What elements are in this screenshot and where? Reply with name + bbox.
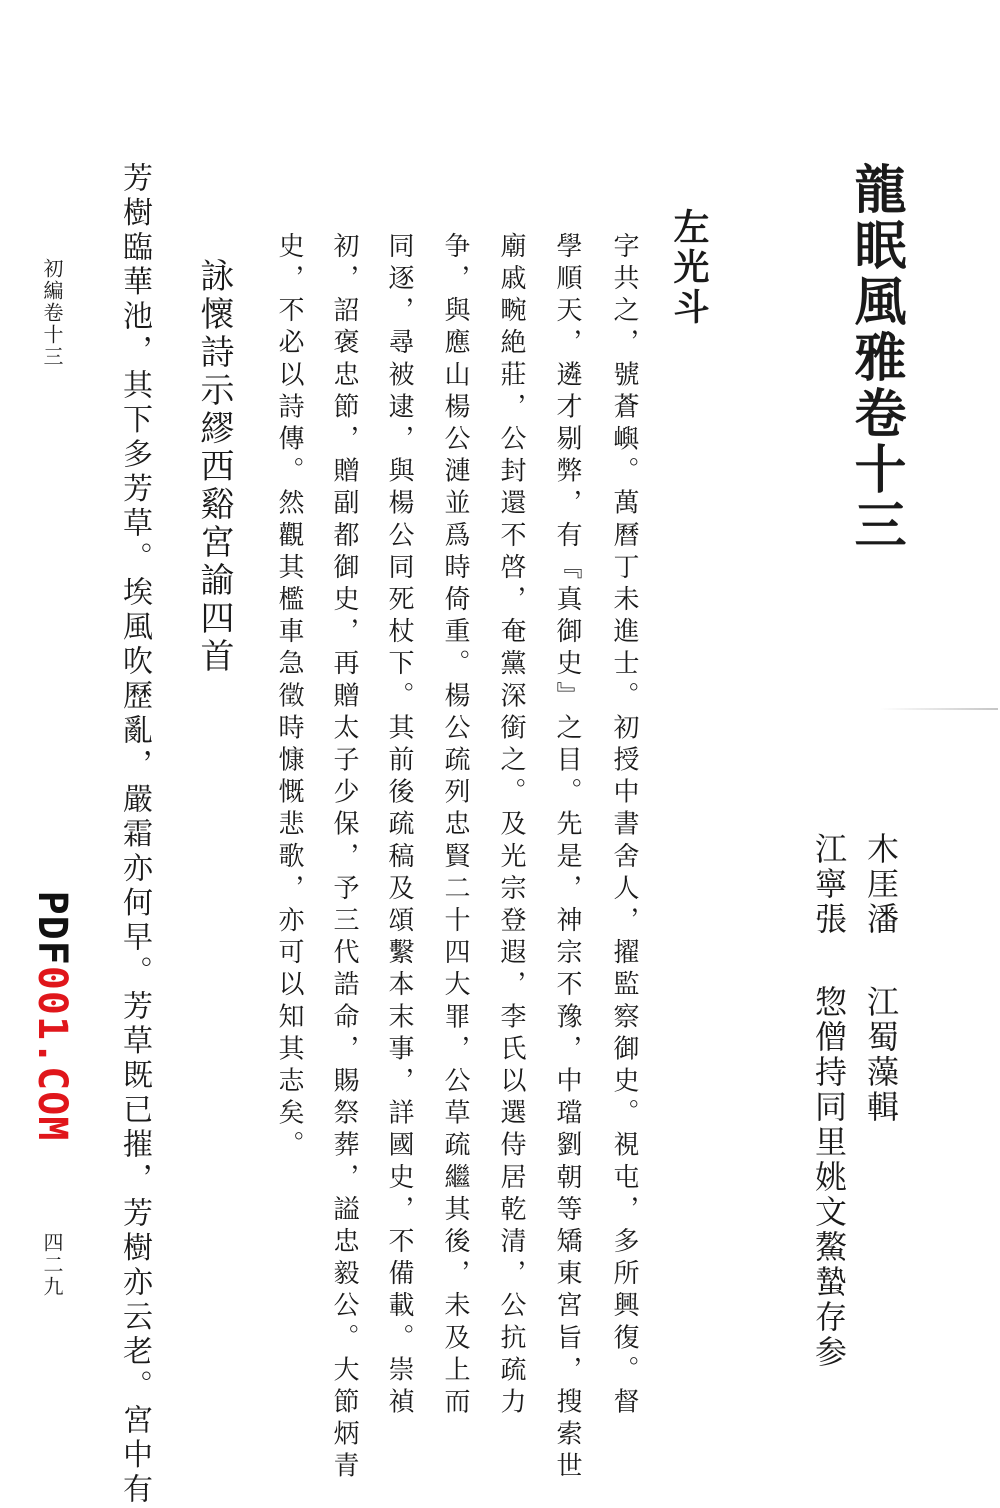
bio-column: 同逐，尋被逮，與楊公同死杖下。其前後疏稿及頌繫本末事，詳國史，不備載。崇禎 xyxy=(384,232,414,1420)
poem-line: 芳樹臨華池，其下多芳草。埃風吹歷亂，嚴霜亦何早。芳草既已摧，芳樹亦云老。宮中有 xyxy=(117,162,152,1508)
volume-label: 初編卷十三 xyxy=(40,258,64,368)
compiler-line-1-top: 木厓潘 xyxy=(862,832,900,937)
poet-name-heading: 左光斗 xyxy=(668,208,710,328)
watermark-part-2: 001.COM xyxy=(29,965,75,1142)
watermark-logo xyxy=(29,891,75,1142)
scan-artifact-line xyxy=(880,708,998,710)
poem-title: 詠懷詩示繆西谿宮諭四首 xyxy=(194,258,234,676)
bio-column: 學順天，遴才剔弊，有『真御史』之目。先是，神宗不豫，中璫劉朝等矯東宮旨，搜索世 xyxy=(552,232,582,1484)
bio-column: 争，與應山楊公漣並爲時倚重。楊公疏列忠賢二十四大罪，公草疏繼其後，未及上而 xyxy=(440,232,470,1420)
bio-column: 廟戚畹絶莊，公封還不啓，奄黨深銜之。及光宗登遐，李氏以選侍居乾清，公抗疏力 xyxy=(496,232,526,1420)
bio-column: 初，詔褒忠節，贈副都御史，再贈太子少保，予三代誥命，賜祭葬，謚忠毅公。大節炳青 xyxy=(329,232,359,1484)
watermark-part-1: PDF xyxy=(29,890,75,966)
compiler-line-1-bottom: 江蜀藻輯 xyxy=(862,985,900,1125)
compiler-line-2-top: 江寧張 xyxy=(810,832,848,937)
bio-column: 史，不必以詩傳。然觀其檻車急徵時慷慨悲歌，亦可以知其志矣。 xyxy=(274,232,304,1163)
page-number: 四二九 xyxy=(40,1232,64,1298)
compiler-line-2-bottom: 惣僧持同里姚文鰲蟄存参 xyxy=(810,985,848,1370)
book-title: 龍眠風雅卷十三 xyxy=(845,162,906,554)
bio-column: 字共之，號蒼嶼。萬曆丁未進士。初授中書舍人，擢監察御史。視屯，多所興復。督 xyxy=(609,232,639,1420)
